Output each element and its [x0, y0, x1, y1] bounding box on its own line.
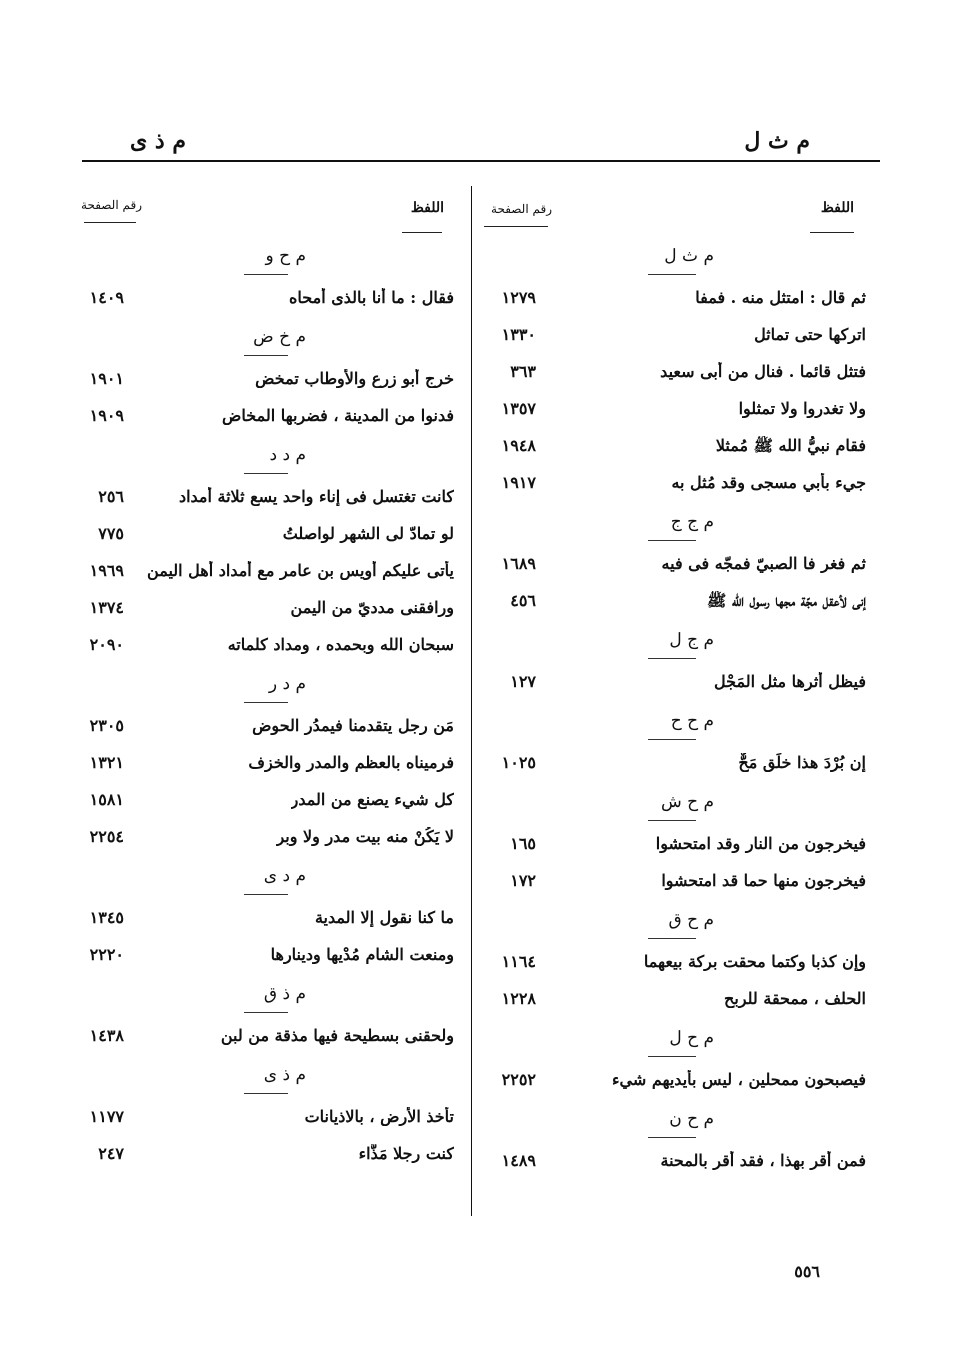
index-entry — [484, 989, 866, 1023]
root-underline — [244, 355, 288, 356]
entry-page-number: ١٤٣٨ — [89, 1026, 124, 1045]
entry-page-number: ٧٧٥ — [98, 524, 124, 543]
index-entry — [484, 834, 866, 868]
entry-page-number: ٢٢٥٤ — [89, 827, 124, 846]
entry-page-number: ٢٤٧ — [98, 1144, 124, 1163]
index-entry — [484, 753, 866, 787]
index-entry — [484, 591, 866, 625]
root-underline — [648, 540, 696, 541]
entry-page-number: ١٩٦٩ — [89, 561, 124, 580]
entry-word: كل شيء يصنع من المدر — [290, 790, 454, 809]
entry-word: كنت رجلا مَذَّاء — [358, 1144, 454, 1163]
root-underline — [244, 473, 288, 474]
index-entry — [484, 1151, 866, 1185]
entry-page-number: ١٦٥ — [510, 834, 536, 853]
page-number: ٥٥٦ — [794, 1262, 820, 1281]
root-underline — [244, 1012, 288, 1013]
index-entry — [484, 399, 866, 433]
page-column-heading-right: رقم الصفحة — [491, 202, 552, 216]
index-entry — [484, 362, 866, 396]
index-entry — [72, 1026, 454, 1060]
entry-word: فيخرجون من النار وقد امتحشوا — [655, 834, 866, 853]
page-column-heading-left: رقم الصفحة — [81, 198, 142, 212]
entry-word: لو تمادّ لى الشهر لواصلتُ — [282, 524, 454, 543]
root-heading: م د ر — [268, 674, 306, 694]
entry-page-number: ١٣٢١ — [89, 753, 124, 772]
root-underline — [648, 658, 696, 659]
entry-page-number: ٢٢٥٢ — [501, 1070, 536, 1089]
entry-page-number: ١٣٧٤ — [89, 598, 124, 617]
entry-word: ثم فغر فا الصبيّ فمجّه فى فيه — [661, 554, 866, 573]
entry-word: سبحان الله وبحمده ، ومداد كلماته — [227, 635, 454, 654]
entry-page-number: ١٩٤٨ — [501, 436, 536, 455]
entry-page-number: ١١٧٧ — [89, 1107, 124, 1126]
index-entry — [72, 1107, 454, 1141]
root-underline — [648, 1137, 696, 1138]
root-heading: م ح ل — [669, 1028, 714, 1048]
page-heading-underline-right — [484, 226, 548, 227]
index-entry — [484, 952, 866, 986]
index-entry — [72, 406, 454, 440]
root-underline — [648, 938, 696, 939]
root-heading: م ح ش — [660, 792, 714, 812]
column-separator — [471, 186, 472, 1216]
entry-word: فقال : ما أنا بالذى أمحاه — [289, 288, 454, 307]
root-heading: م ح ح — [670, 711, 714, 731]
entry-word: إن بُرْدَ هذا خلَق مَحٌّ — [738, 753, 866, 772]
root-underline — [244, 894, 288, 895]
entry-word: فرميناه بالعظم والمدر والخزف — [248, 753, 454, 772]
entry-word: فقام نبيُّ الله ﷺ مُمثلا — [715, 436, 866, 455]
index-entry — [484, 871, 866, 905]
entry-page-number: ١٩٠٩ — [89, 406, 124, 425]
entry-page-number: ١٦٨٩ — [501, 554, 536, 573]
entry-word: مَن رجل يتقدمنا فيمدُر الحوض — [252, 716, 454, 735]
root-heading: م ذ ى — [263, 1065, 306, 1085]
page-heading-underline-left — [84, 222, 136, 223]
index-entry — [72, 487, 454, 521]
entry-word: ومنعت الشام مُدْيها ودينارها — [270, 945, 454, 964]
entry-word: ولحقنى بسطيحة فيها مذقة من لبن — [220, 1026, 454, 1045]
root-underline — [244, 702, 288, 703]
root-underline — [648, 274, 696, 275]
root-heading: م ح ن — [669, 1109, 714, 1129]
index-entry — [72, 716, 454, 750]
index-entry — [72, 369, 454, 403]
entry-page-number: ١٢٢٨ — [501, 989, 536, 1008]
entry-word: فيصبحون ممحلين ، ليس بأيديهم شيء — [611, 1070, 866, 1089]
root-heading: م ح ق — [668, 910, 714, 930]
entry-word: ولا تغدروا ولا تمثلوا — [738, 399, 866, 418]
entry-page-number: ١٣٣٠ — [501, 325, 536, 344]
root-heading: م خ ض — [253, 327, 306, 347]
entry-page-number: ٣٦٣ — [510, 362, 536, 381]
entry-word: فدنوا من المدينة ، فضربها المخاض — [222, 406, 454, 425]
entry-page-number: ١٣٥٧ — [501, 399, 536, 418]
entry-page-number: ١٩١٧ — [501, 473, 536, 492]
entry-word: ما كنا نقول إلا المدية — [314, 908, 454, 927]
entry-word: فيظل أثرها مثل المَجْل — [714, 672, 866, 691]
root-underline — [244, 1093, 288, 1094]
entry-page-number: ١٤٨٩ — [501, 1151, 536, 1170]
entry-page-number: ١٢٧٩ — [501, 288, 536, 307]
word-heading-underline-right — [810, 232, 854, 233]
entry-word: الحلف ، ممحقة للربح — [724, 989, 866, 1008]
entry-word: فيخرجون منها حما قد امتحشوا — [661, 871, 866, 890]
index-entry — [484, 1070, 866, 1104]
index-entry — [484, 554, 866, 588]
index-entry — [484, 288, 866, 322]
running-header-right: م ث ل — [744, 128, 810, 154]
word-column-heading-right: اللفظ — [820, 200, 854, 216]
index-entry — [484, 473, 866, 507]
entry-word: يأتى عليكم أويس بن عامر مع أمداد أهل اليمن — [147, 561, 454, 580]
entry-page-number: ١٣٤٥ — [89, 908, 124, 927]
word-heading-underline-left — [402, 232, 442, 233]
index-entry — [484, 672, 866, 706]
index-entry — [72, 790, 454, 824]
root-underline — [244, 274, 288, 275]
running-header-left: م ذ ى — [130, 128, 186, 154]
root-underline — [648, 1056, 696, 1057]
entry-word: إنى لأعقل مجّة مجها رسول الله ﷺ — [707, 591, 866, 610]
entry-page-number: ١٩٠١ — [89, 369, 124, 388]
root-underline — [648, 820, 696, 821]
index-entry — [72, 635, 454, 669]
root-heading: م ث ل — [664, 246, 714, 266]
index-entry — [484, 325, 866, 359]
index-entry — [72, 288, 454, 322]
entry-word: فتثل قائما . فنال من أبى سعيد — [660, 362, 866, 381]
root-heading: م د ى — [263, 866, 306, 886]
entry-page-number: ١٤٠٩ — [89, 288, 124, 307]
entry-page-number: ٢٢٢٠ — [89, 945, 124, 964]
entry-page-number: ٢٥٦ — [98, 487, 124, 506]
entry-page-number: ١١٦٤ — [501, 952, 536, 971]
entry-word: تأخذ الأرض ، بالاذيانات — [304, 1107, 454, 1126]
header-rule — [82, 160, 880, 162]
entry-page-number: ٤٥٦ — [510, 591, 536, 610]
index-entry — [72, 524, 454, 558]
root-heading: م د د — [269, 445, 306, 465]
index-entry — [72, 908, 454, 942]
root-underline — [648, 739, 696, 740]
index-entry — [72, 827, 454, 861]
root-heading: م ذ ق — [263, 984, 306, 1004]
index-entry — [484, 436, 866, 470]
entry-page-number: ٢٣٠٥ — [89, 716, 124, 735]
index-entry — [72, 753, 454, 787]
entry-page-number: ١٢٧ — [510, 672, 536, 691]
root-heading: م ج ج — [670, 512, 714, 532]
root-heading: م ج ل — [669, 630, 714, 650]
entry-word: لا يَكُنْ منه بيت مدر ولا وبر — [276, 827, 454, 846]
entry-page-number: ١٧٢ — [510, 871, 536, 890]
root-heading: م ح و — [265, 246, 306, 266]
entry-page-number: ١٥٨١ — [89, 790, 124, 809]
entry-word: ورافقنى مدديّ من اليمن — [290, 598, 454, 617]
entry-word: خرج أبو زرع والأوطاب تمخض — [255, 369, 454, 388]
index-entry — [72, 1144, 454, 1178]
index-entry — [72, 561, 454, 595]
entry-word: ثم قال : امتثل منه . فمفا — [695, 288, 866, 307]
entry-page-number: ١٠٢٥ — [501, 753, 536, 772]
entry-page-number: ٢٠٩٠ — [89, 635, 124, 654]
index-entry — [72, 598, 454, 632]
index-entry — [72, 945, 454, 979]
entry-word: جيء بأبي مسجى وقد مُثل به — [671, 473, 866, 492]
word-column-heading-left: اللفظ — [410, 200, 444, 216]
entry-word: اتركها حتى تماثل — [754, 325, 866, 344]
entry-word: وإن كذبا وكتما محقت بركة بيعهما — [643, 952, 866, 971]
entry-word: كانت تغتسل فى إناء واحد يسع ثلاثة أمداد — [178, 487, 454, 506]
entry-word: فمن أقر بهذا ، فقد أقر بالمحنة — [660, 1151, 866, 1170]
